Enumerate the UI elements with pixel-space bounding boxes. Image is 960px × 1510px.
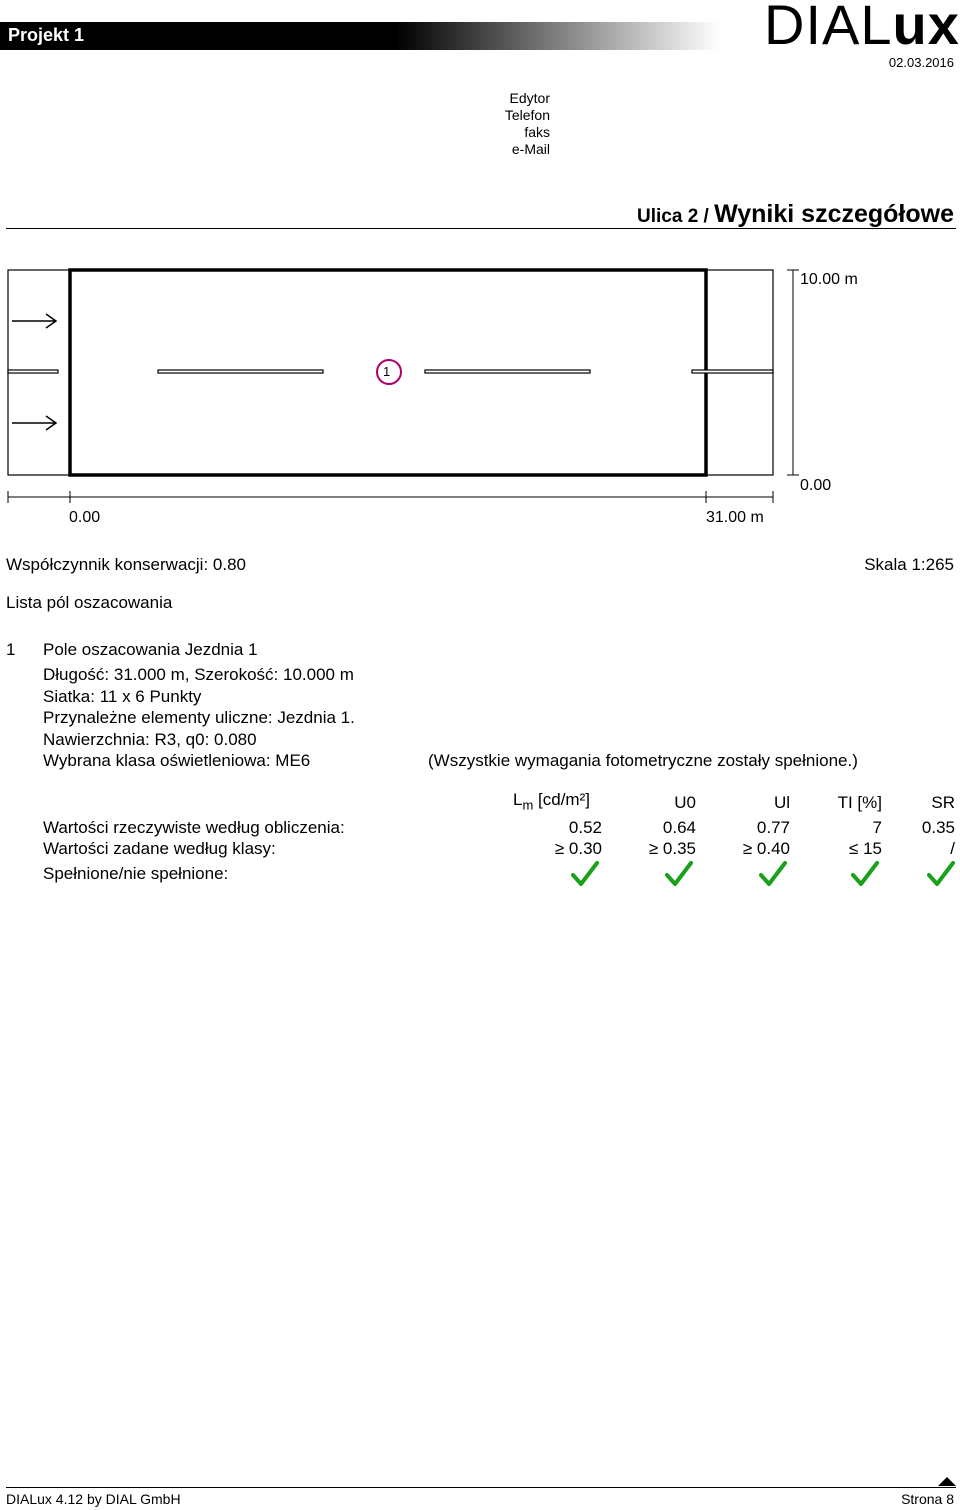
row-target-lm: ≥ 0.30: [554, 839, 602, 858]
row-actual-u0: 0.64: [662, 818, 696, 837]
header-ul: Ul: [773, 793, 790, 812]
project-title: Projekt 1: [8, 25, 85, 45]
check-icon: [758, 860, 788, 888]
contact-phone: Telefon: [504, 107, 550, 123]
field-name: Pole oszacowania Jezdnia 1: [43, 640, 258, 659]
row-actual-ti: 7: [872, 818, 882, 837]
page-title: [637, 200, 954, 229]
contact-email: e-Mail: [511, 141, 550, 157]
row-target-ul: ≥ 0.40: [742, 839, 790, 858]
list-title: Lista pól oszacowania: [6, 593, 173, 612]
document-date: 02.03.2016: [888, 55, 954, 70]
lane-dash: [8, 370, 58, 373]
logo-part-1: DIAL: [764, 0, 893, 56]
length-zero-label: 0.00: [69, 509, 101, 526]
length-dimension: [8, 491, 773, 503]
field-surface: Nawierzchnia: R3, q0: 0.080: [43, 730, 257, 749]
header-ti: TI [%]: [837, 793, 882, 812]
header-lm: [513, 790, 590, 812]
row-target-ti: ≤ 15: [849, 839, 882, 858]
contact-fax: faks: [524, 124, 550, 140]
width-zero-label: 0.00: [800, 477, 832, 494]
field-grid: Siatka: 11 x 6 Punkty: [43, 687, 202, 706]
scale-label: Skala 1:265: [864, 555, 954, 574]
row-actual-sr: 0.35: [921, 818, 955, 837]
width-dimension: [787, 270, 799, 475]
width-label: 10.00 m: [800, 271, 858, 288]
page-title-prefix: Ulica 2 /: [637, 206, 715, 227]
page-title-main: Wyniki szczegółowe: [714, 200, 954, 228]
check-icon: [850, 860, 880, 888]
row-target-sr: /: [950, 839, 955, 858]
field-number: 1: [6, 640, 16, 659]
header-u0: U0: [674, 793, 696, 812]
title-divider: [6, 228, 956, 229]
header-lm-main: L: [513, 790, 523, 809]
row-target-label: Wartości zadane według klasy:: [43, 839, 276, 858]
check-icon: [570, 860, 600, 888]
field-lighting-class: Wybrana klasa oświetleniowa: ME6: [43, 751, 311, 770]
road-diagram: [0, 260, 960, 540]
fulfilled-label: Spełnione/nie spełnione:: [43, 864, 229, 883]
contact-editor: Edytor: [509, 90, 550, 106]
field-elements: Przynależne elementy uliczne: Jezdnia 1.: [43, 708, 355, 727]
arrow-right-icon: [12, 416, 56, 430]
header-lm-sub: m: [522, 797, 534, 813]
check-icon: [926, 860, 956, 888]
footer-page-number: Strona 8: [901, 1491, 954, 1507]
row-target-u0: ≥ 0.35: [648, 839, 696, 858]
lane-dash: [425, 370, 590, 373]
maintenance-factor: Współczynnik konserwacji: 0.80: [6, 555, 246, 574]
check-icon: [664, 860, 694, 888]
header-lm-unit: [cd/m²]: [533, 790, 590, 809]
lane-dash: [692, 370, 773, 373]
triangle-icon: [938, 1476, 956, 1486]
header-bar: [0, 22, 720, 50]
arrow-right-icon: [12, 314, 56, 328]
row-actual-lm: 0.52: [568, 818, 602, 837]
row-actual-ul: 0.77: [756, 818, 790, 837]
lane-dash: [158, 370, 323, 373]
footer-software: DIALux 4.12 by DIAL GmbH: [6, 1491, 181, 1507]
field-marker-label: 1: [383, 364, 391, 379]
header-sr: SR: [931, 793, 955, 812]
field-dimensions: Długość: 31.000 m, Szerokość: 10.000 m: [43, 665, 354, 684]
row-actual-label: Wartości rzeczywiste według obliczenia:: [43, 818, 345, 837]
dialux-logo: [764, 0, 960, 56]
requirements-note: (Wszystkie wymagania fotometryczne zostały spełnione.): [428, 751, 858, 770]
logo-part-2: ux: [892, 0, 960, 56]
road-plan-svg: [0, 260, 960, 540]
length-label: 31.00 m: [706, 509, 764, 526]
footer-divider: [6, 1487, 956, 1488]
